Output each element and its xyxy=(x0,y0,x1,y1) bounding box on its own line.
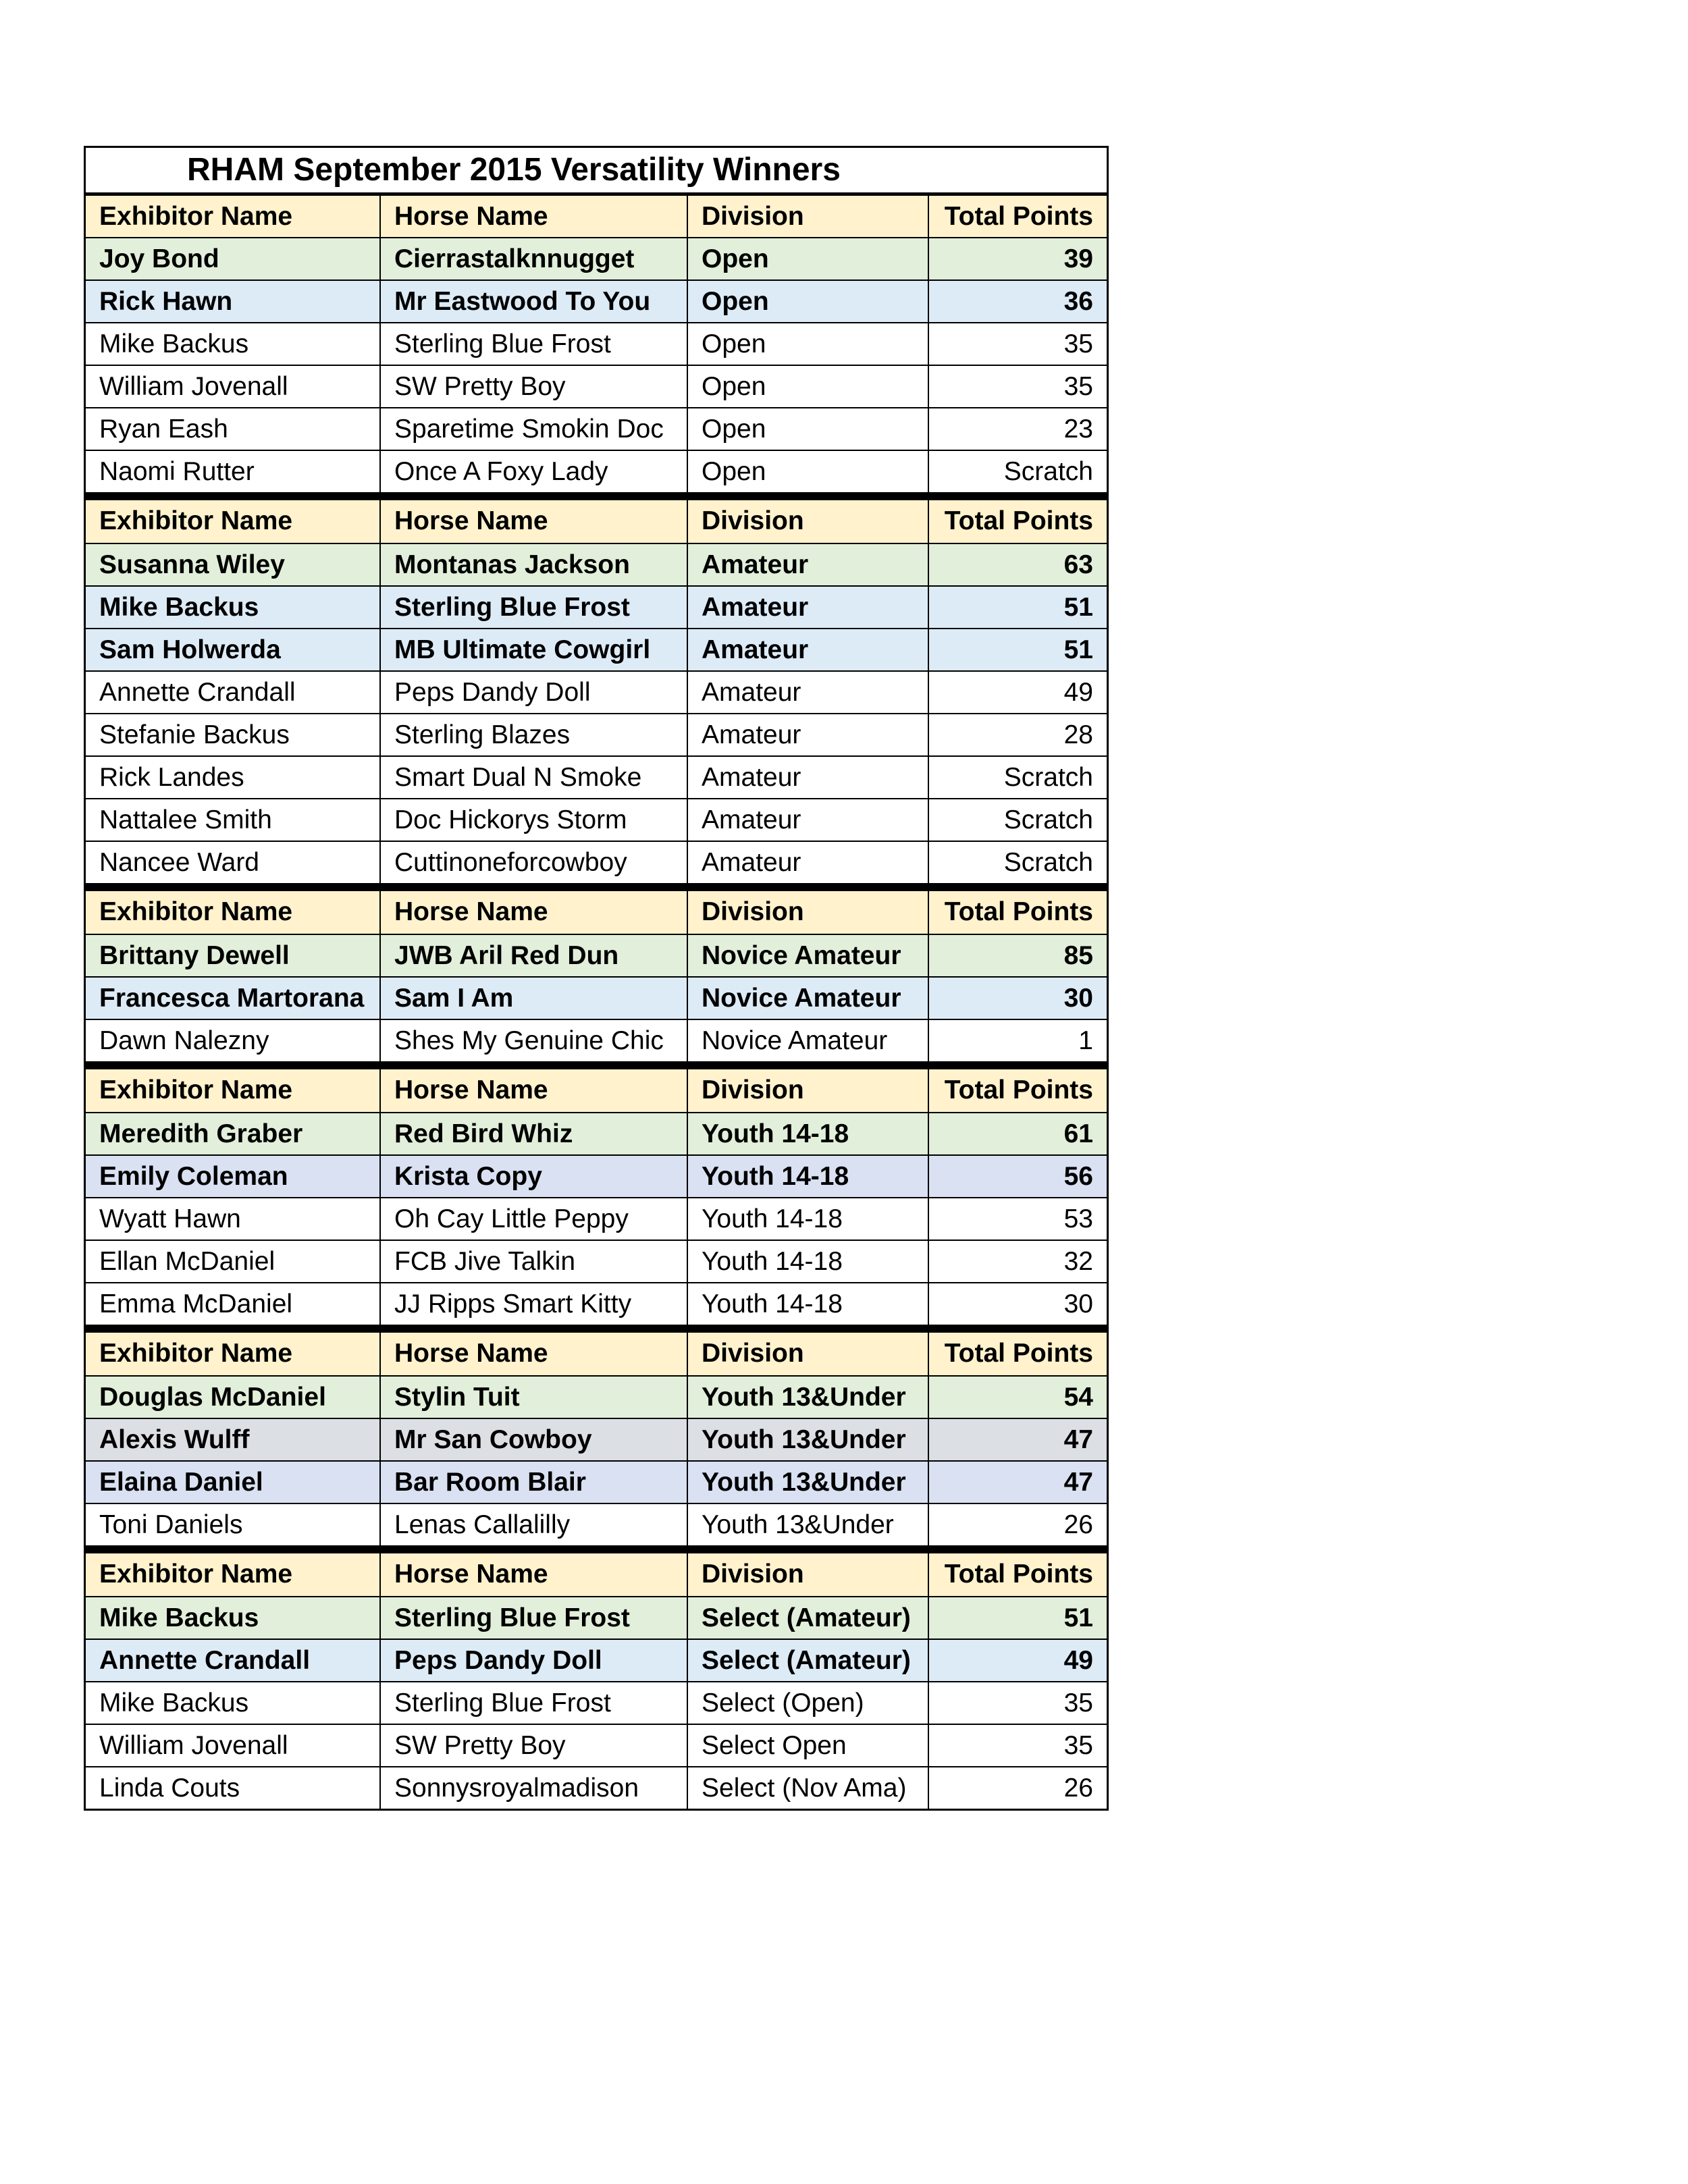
header-division: Division xyxy=(688,1333,929,1375)
horse-name-cell: Krista Copy xyxy=(381,1156,688,1197)
exhibitor-name-cell: Rick Hawn xyxy=(86,281,381,322)
table-row xyxy=(86,713,1107,755)
table-row xyxy=(86,450,1107,492)
horse-name-cell: JWB Aril Red Dun xyxy=(381,935,688,976)
horse-name-cell: Red Bird Whiz xyxy=(381,1113,688,1154)
header-division: Division xyxy=(688,1553,929,1596)
table-row xyxy=(86,1418,1107,1460)
total-points-cell: 39 xyxy=(929,238,1107,279)
division-cell: Youth 13&Under xyxy=(688,1419,929,1460)
horse-name-cell: Stylin Tuit xyxy=(381,1377,688,1418)
table-row xyxy=(86,1460,1107,1503)
section-6 xyxy=(86,1545,1107,1809)
exhibitor-name-cell: Linda Couts xyxy=(86,1767,381,1809)
division-cell: Amateur xyxy=(688,544,929,585)
header-exhibitor-name: Exhibitor Name xyxy=(86,500,381,543)
total-points-cell: 61 xyxy=(929,1113,1107,1154)
exhibitor-name-cell: Ellan McDaniel xyxy=(86,1241,381,1282)
header-row xyxy=(86,500,1107,543)
header-division: Division xyxy=(688,891,929,934)
table-row xyxy=(86,1766,1107,1809)
horse-name-cell: Lenas Callalilly xyxy=(381,1504,688,1545)
header-horse-name: Horse Name xyxy=(381,891,688,934)
horse-name-cell: SW Pretty Boy xyxy=(381,366,688,407)
horse-name-cell: Sparetime Smokin Doc xyxy=(381,408,688,450)
total-points-cell: 30 xyxy=(929,1283,1107,1325)
total-points-cell: 35 xyxy=(929,1682,1107,1724)
table-row xyxy=(86,934,1107,976)
exhibitor-name-cell: Dawn Nalezny xyxy=(86,1020,381,1061)
total-points-cell: 28 xyxy=(929,714,1107,755)
exhibitor-name-cell: Ryan Eash xyxy=(86,408,381,450)
header-row xyxy=(86,1069,1107,1112)
total-points-cell: 51 xyxy=(929,587,1107,628)
horse-name-cell: JJ Ripps Smart Kitty xyxy=(381,1283,688,1325)
header-horse-name: Horse Name xyxy=(381,1553,688,1596)
total-points-cell: 47 xyxy=(929,1419,1107,1460)
total-points-cell: 51 xyxy=(929,629,1107,670)
header-row xyxy=(86,1333,1107,1375)
horse-name-cell: Sterling Blue Frost xyxy=(381,587,688,628)
header-horse-name: Horse Name xyxy=(381,1333,688,1375)
horse-name-cell: Bar Room Blair xyxy=(381,1462,688,1503)
table-row xyxy=(86,1240,1107,1282)
division-cell: Open xyxy=(688,451,929,492)
division-cell: Youth 14-18 xyxy=(688,1241,929,1282)
header-total-points: Total Points xyxy=(929,1333,1107,1375)
table-row xyxy=(86,279,1107,322)
horse-name-cell: Cuttinoneforcowboy xyxy=(381,842,688,883)
division-cell: Youth 14-18 xyxy=(688,1113,929,1154)
total-points-cell: 26 xyxy=(929,1504,1107,1545)
exhibitor-name-cell: Sam Holwerda xyxy=(86,629,381,670)
exhibitor-name-cell: Annette Crandall xyxy=(86,672,381,713)
header-horse-name: Horse Name xyxy=(381,196,688,237)
total-points-cell: 26 xyxy=(929,1767,1107,1809)
division-cell: Amateur xyxy=(688,842,929,883)
horse-name-cell: Sterling Blue Frost xyxy=(381,1597,688,1639)
total-points-cell: 49 xyxy=(929,1640,1107,1681)
horse-name-cell: Shes My Genuine Chic xyxy=(381,1020,688,1061)
division-cell: Novice Amateur xyxy=(688,978,929,1019)
division-cell: Youth 14-18 xyxy=(688,1283,929,1325)
exhibitor-name-cell: Elaina Daniel xyxy=(86,1462,381,1503)
exhibitor-name-cell: William Jovenall xyxy=(86,366,381,407)
total-points-cell: 32 xyxy=(929,1241,1107,1282)
division-cell: Select (Nov Ama) xyxy=(688,1767,929,1809)
horse-name-cell: MB Ultimate Cowgirl xyxy=(381,629,688,670)
header-total-points: Total Points xyxy=(929,500,1107,543)
division-cell: Open xyxy=(688,323,929,365)
total-points-cell: 49 xyxy=(929,672,1107,713)
division-cell: Open xyxy=(688,281,929,322)
exhibitor-name-cell: Wyatt Hawn xyxy=(86,1198,381,1240)
exhibitor-name-cell: Annette Crandall xyxy=(86,1640,381,1681)
total-points-cell: 36 xyxy=(929,281,1107,322)
horse-name-cell: Sterling Blue Frost xyxy=(381,323,688,365)
table-title: RHAM September 2015 Versatility Winners xyxy=(86,146,1107,194)
table-row xyxy=(86,1019,1107,1061)
horse-name-cell: Peps Dandy Doll xyxy=(381,672,688,713)
exhibitor-name-cell: Alexis Wulff xyxy=(86,1419,381,1460)
horse-name-cell: Montanas Jackson xyxy=(381,544,688,585)
exhibitor-name-cell: Stefanie Backus xyxy=(86,714,381,755)
horse-name-cell: FCB Jive Talkin xyxy=(381,1241,688,1282)
exhibitor-name-cell: William Jovenall xyxy=(86,1725,381,1766)
header-row xyxy=(86,1553,1107,1596)
horse-name-cell: Peps Dandy Doll xyxy=(381,1640,688,1681)
exhibitor-name-cell: Meredith Graber xyxy=(86,1113,381,1154)
table-row xyxy=(86,1596,1107,1639)
table-row xyxy=(86,1724,1107,1766)
winners-table xyxy=(84,146,1109,1811)
horse-name-cell: Oh Cay Little Peppy xyxy=(381,1198,688,1240)
total-points-cell: Scratch xyxy=(929,451,1107,492)
horse-name-cell: Doc Hickorys Storm xyxy=(381,799,688,841)
division-cell: Amateur xyxy=(688,672,929,713)
table-row xyxy=(86,585,1107,628)
header-exhibitor-name: Exhibitor Name xyxy=(86,1553,381,1596)
horse-name-cell: SW Pretty Boy xyxy=(381,1725,688,1766)
header-total-points: Total Points xyxy=(929,1069,1107,1112)
exhibitor-name-cell: Susanna Wiley xyxy=(86,544,381,585)
section-3 xyxy=(86,883,1107,1061)
table-row xyxy=(86,976,1107,1019)
header-division: Division xyxy=(688,196,929,237)
division-cell: Select (Open) xyxy=(688,1682,929,1724)
division-cell: Select (Amateur) xyxy=(688,1640,929,1681)
table-row xyxy=(86,237,1107,279)
total-points-cell: 51 xyxy=(929,1597,1107,1639)
exhibitor-name-cell: Mike Backus xyxy=(86,587,381,628)
total-points-cell: Scratch xyxy=(929,799,1107,841)
table-row xyxy=(86,755,1107,798)
division-cell: Select Open xyxy=(688,1725,929,1766)
horse-name-cell: Sterling Blazes xyxy=(381,714,688,755)
division-cell: Amateur xyxy=(688,799,929,841)
division-cell: Select (Amateur) xyxy=(688,1597,929,1639)
table-row xyxy=(86,1154,1107,1197)
table-row xyxy=(86,1282,1107,1325)
exhibitor-name-cell: Joy Bond xyxy=(86,238,381,279)
section-2 xyxy=(86,492,1107,883)
header-exhibitor-name: Exhibitor Name xyxy=(86,1069,381,1112)
table-row xyxy=(86,670,1107,713)
division-cell: Open xyxy=(688,366,929,407)
header-exhibitor-name: Exhibitor Name xyxy=(86,891,381,934)
table-row xyxy=(86,798,1107,841)
exhibitor-name-cell: Mike Backus xyxy=(86,323,381,365)
exhibitor-name-cell: Mike Backus xyxy=(86,1597,381,1639)
table-row xyxy=(86,365,1107,407)
total-points-cell: 85 xyxy=(929,935,1107,976)
header-division: Division xyxy=(688,1069,929,1112)
table-row xyxy=(86,1375,1107,1418)
division-cell: Amateur xyxy=(688,587,929,628)
division-cell: Youth 14-18 xyxy=(688,1156,929,1197)
exhibitor-name-cell: Francesca Martorana xyxy=(86,978,381,1019)
total-points-cell: Scratch xyxy=(929,842,1107,883)
division-cell: Novice Amateur xyxy=(688,935,929,976)
header-exhibitor-name: Exhibitor Name xyxy=(86,1333,381,1375)
horse-name-cell: Cierrastalknnugget xyxy=(381,238,688,279)
division-cell: Novice Amateur xyxy=(688,1020,929,1061)
exhibitor-name-cell: Douglas McDaniel xyxy=(86,1377,381,1418)
division-cell: Amateur xyxy=(688,757,929,798)
section-5 xyxy=(86,1325,1107,1545)
exhibitor-name-cell: Nancee Ward xyxy=(86,842,381,883)
table-row xyxy=(86,1197,1107,1240)
exhibitor-name-cell: Brittany Dewell xyxy=(86,935,381,976)
table-row xyxy=(86,1639,1107,1681)
total-points-cell: 35 xyxy=(929,323,1107,365)
division-cell: Youth 13&Under xyxy=(688,1504,929,1545)
horse-name-cell: Mr Eastwood To You xyxy=(381,281,688,322)
exhibitor-name-cell: Nattalee Smith xyxy=(86,799,381,841)
header-exhibitor-name: Exhibitor Name xyxy=(86,196,381,237)
section-4 xyxy=(86,1061,1107,1325)
table-row xyxy=(86,1112,1107,1154)
header-horse-name: Horse Name xyxy=(381,500,688,543)
exhibitor-name-cell: Emily Coleman xyxy=(86,1156,381,1197)
horse-name-cell: Smart Dual N Smoke xyxy=(381,757,688,798)
division-cell: Youth 13&Under xyxy=(688,1377,929,1418)
header-row xyxy=(86,194,1107,237)
exhibitor-name-cell: Rick Landes xyxy=(86,757,381,798)
total-points-cell: 56 xyxy=(929,1156,1107,1197)
total-points-cell: 1 xyxy=(929,1020,1107,1061)
total-points-cell: 35 xyxy=(929,366,1107,407)
division-cell: Open xyxy=(688,238,929,279)
total-points-cell: 30 xyxy=(929,978,1107,1019)
header-total-points: Total Points xyxy=(929,1553,1107,1596)
total-points-cell: 47 xyxy=(929,1462,1107,1503)
table-row xyxy=(86,407,1107,450)
division-cell: Youth 13&Under xyxy=(688,1462,929,1503)
exhibitor-name-cell: Naomi Rutter xyxy=(86,451,381,492)
division-cell: Amateur xyxy=(688,629,929,670)
table-row xyxy=(86,543,1107,585)
table-row xyxy=(86,628,1107,670)
total-points-cell: Scratch xyxy=(929,757,1107,798)
horse-name-cell: Sterling Blue Frost xyxy=(381,1682,688,1724)
table-row xyxy=(86,322,1107,365)
total-points-cell: 63 xyxy=(929,544,1107,585)
total-points-cell: 53 xyxy=(929,1198,1107,1240)
table-row xyxy=(86,1681,1107,1724)
section-1 xyxy=(86,194,1107,492)
horse-name-cell: Mr San Cowboy xyxy=(381,1419,688,1460)
division-cell: Open xyxy=(688,408,929,450)
table-row xyxy=(86,841,1107,883)
header-division: Division xyxy=(688,500,929,543)
horse-name-cell: Sam I Am xyxy=(381,978,688,1019)
division-cell: Amateur xyxy=(688,714,929,755)
table-row xyxy=(86,1503,1107,1545)
exhibitor-name-cell: Emma McDaniel xyxy=(86,1283,381,1325)
header-total-points: Total Points xyxy=(929,196,1107,237)
header-total-points: Total Points xyxy=(929,891,1107,934)
table-body xyxy=(86,194,1107,1809)
exhibitor-name-cell: Toni Daniels xyxy=(86,1504,381,1545)
horse-name-cell: Sonnysroyalmadison xyxy=(381,1767,688,1809)
total-points-cell: 23 xyxy=(929,408,1107,450)
total-points-cell: 54 xyxy=(929,1377,1107,1418)
division-cell: Youth 14-18 xyxy=(688,1198,929,1240)
header-horse-name: Horse Name xyxy=(381,1069,688,1112)
horse-name-cell: Once A Foxy Lady xyxy=(381,451,688,492)
total-points-cell: 35 xyxy=(929,1725,1107,1766)
header-row xyxy=(86,891,1107,934)
exhibitor-name-cell: Mike Backus xyxy=(86,1682,381,1724)
